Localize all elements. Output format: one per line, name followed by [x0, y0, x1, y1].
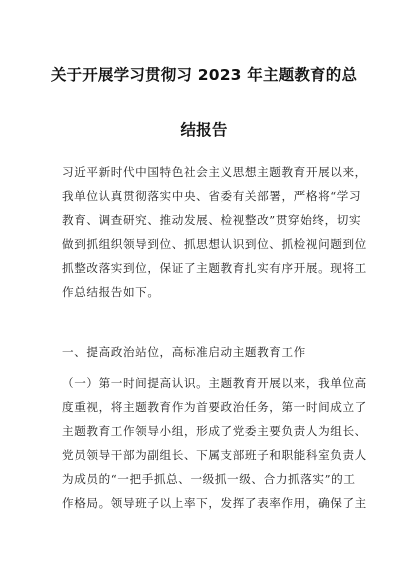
section-1-line: 度重视，将主题教育作为首要政治任务，第一时间成立了	[62, 400, 367, 414]
intro-line: 做到抓组织领导到位、抓思想认识到位、抓检视问题到位	[62, 237, 367, 251]
intro-line: 教育、调查研究、推动发展、检视整改”贯穿始终，切实	[62, 213, 362, 227]
section-1-line: 主题教育工作领导小组，形成了党委主要负责人为组长、	[62, 424, 367, 438]
intro-paragraph	[62, 160, 367, 304]
intro-line: 抓整改落实到位，保证了主题教育扎实有序开展。现将工	[62, 261, 367, 275]
document-title-line-2: 结报告	[180, 121, 228, 139]
section-1-line: 党员领导干部为副组长、下属支部班子和职能科室负责人	[62, 448, 367, 462]
document-title-line-1: 关于开展学习贯彻习 2023 年主题教育的总	[50, 66, 358, 84]
section-1-paragraph	[62, 371, 367, 515]
intro-line: 作总结报告如下。	[62, 285, 160, 299]
section-1-line: 为成员的“一把手抓总、一级抓一级、合力抓落实”的工	[62, 472, 356, 486]
section-1-line: （一）第一时间提高认识。主题教育开展以来，我单位高	[62, 376, 367, 390]
intro-line: 我单位认真贯彻落实中央、省委有关部署，严格将“学习	[62, 189, 362, 203]
section-1-line: 作格局。领导班子以上率下，发挥了表率作用，确保了主	[62, 496, 367, 510]
section-1-heading: 一、提高政治站位，高标准启动主题教育工作	[62, 345, 306, 359]
intro-line: 习近平新时代中国特色社会主义思想主题教育开展以来，	[62, 165, 367, 179]
